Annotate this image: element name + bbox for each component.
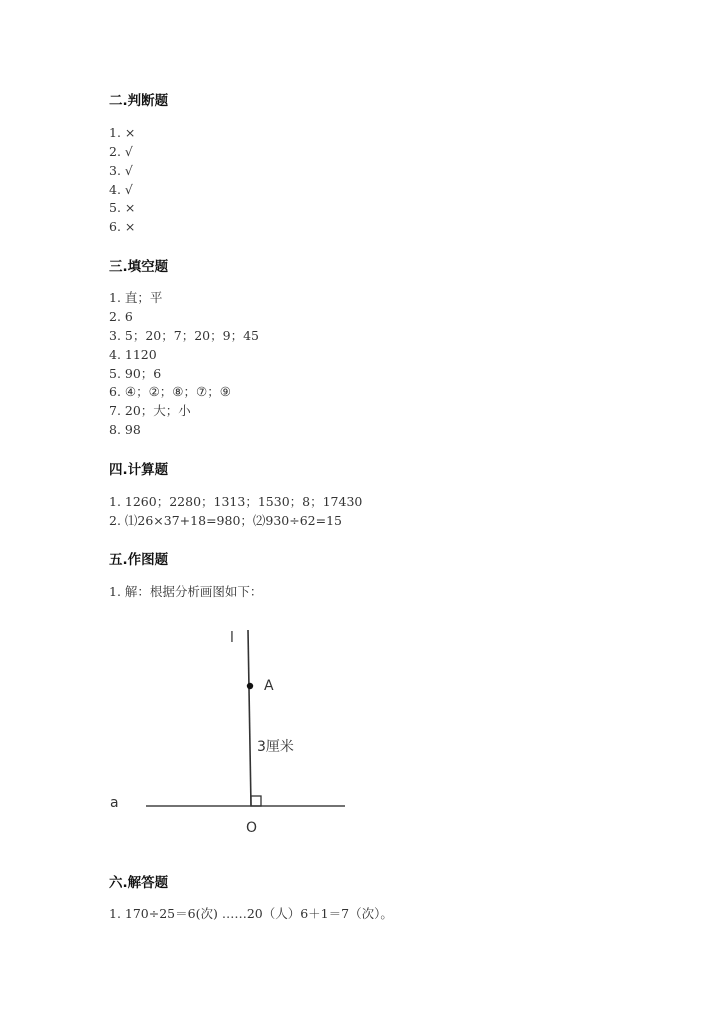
section-title-fill: 三.填空题 xyxy=(109,259,169,275)
label-point-o: O xyxy=(246,820,258,836)
fill-item-5: 5. 90；6 xyxy=(109,366,162,381)
judge-item-1: 1. × xyxy=(109,125,136,140)
right-angle-marker xyxy=(251,796,261,806)
answer-item-1: 1. 170÷25＝6(次) ……20（人）6＋1＝7（次）。 xyxy=(109,906,393,921)
label-line-l: l xyxy=(230,630,234,646)
fill-item-3: 3. 5；20；7；20；9；45 xyxy=(109,328,259,343)
draw-item-1: 1. 解：根据分析画图如下： xyxy=(109,584,263,599)
judge-item-2: 2. √ xyxy=(109,144,133,159)
judge-item-4: 4. √ xyxy=(109,182,133,197)
fill-item-8: 8. 98 xyxy=(109,422,141,437)
section-title-draw: 五.作图题 xyxy=(109,552,169,568)
label-line-a: a xyxy=(110,795,119,811)
label-distance: 3厘米 xyxy=(257,739,294,755)
fill-item-2: 2. 6 xyxy=(109,309,133,324)
judge-item-5: 5. × xyxy=(109,200,136,215)
calc-item-2: 2. ⑴26×37+18=980；⑵930÷62=15 xyxy=(109,513,343,528)
section-title-answer: 六.解答题 xyxy=(109,875,169,891)
section-title-judge: 二.判断题 xyxy=(109,93,169,109)
fill-item-6: 6. ④；②；⑧；⑦；⑨ xyxy=(109,384,231,399)
calc-item-1: 1. 1260；2280；1313；1530；8；17430 xyxy=(109,494,363,509)
fill-item-1: 1. 直；平 xyxy=(109,290,163,305)
judge-item-6: 6. × xyxy=(109,219,136,234)
perpendicular-diagram xyxy=(100,620,360,850)
point-a xyxy=(247,683,253,689)
label-point-a: A xyxy=(264,678,274,694)
section-title-calc: 四.计算题 xyxy=(109,462,169,478)
fill-item-4: 4. 1120 xyxy=(109,347,157,362)
judge-item-3: 3. √ xyxy=(109,163,133,178)
line-l xyxy=(248,630,251,806)
fill-item-7: 7. 20；大；小 xyxy=(109,403,191,418)
